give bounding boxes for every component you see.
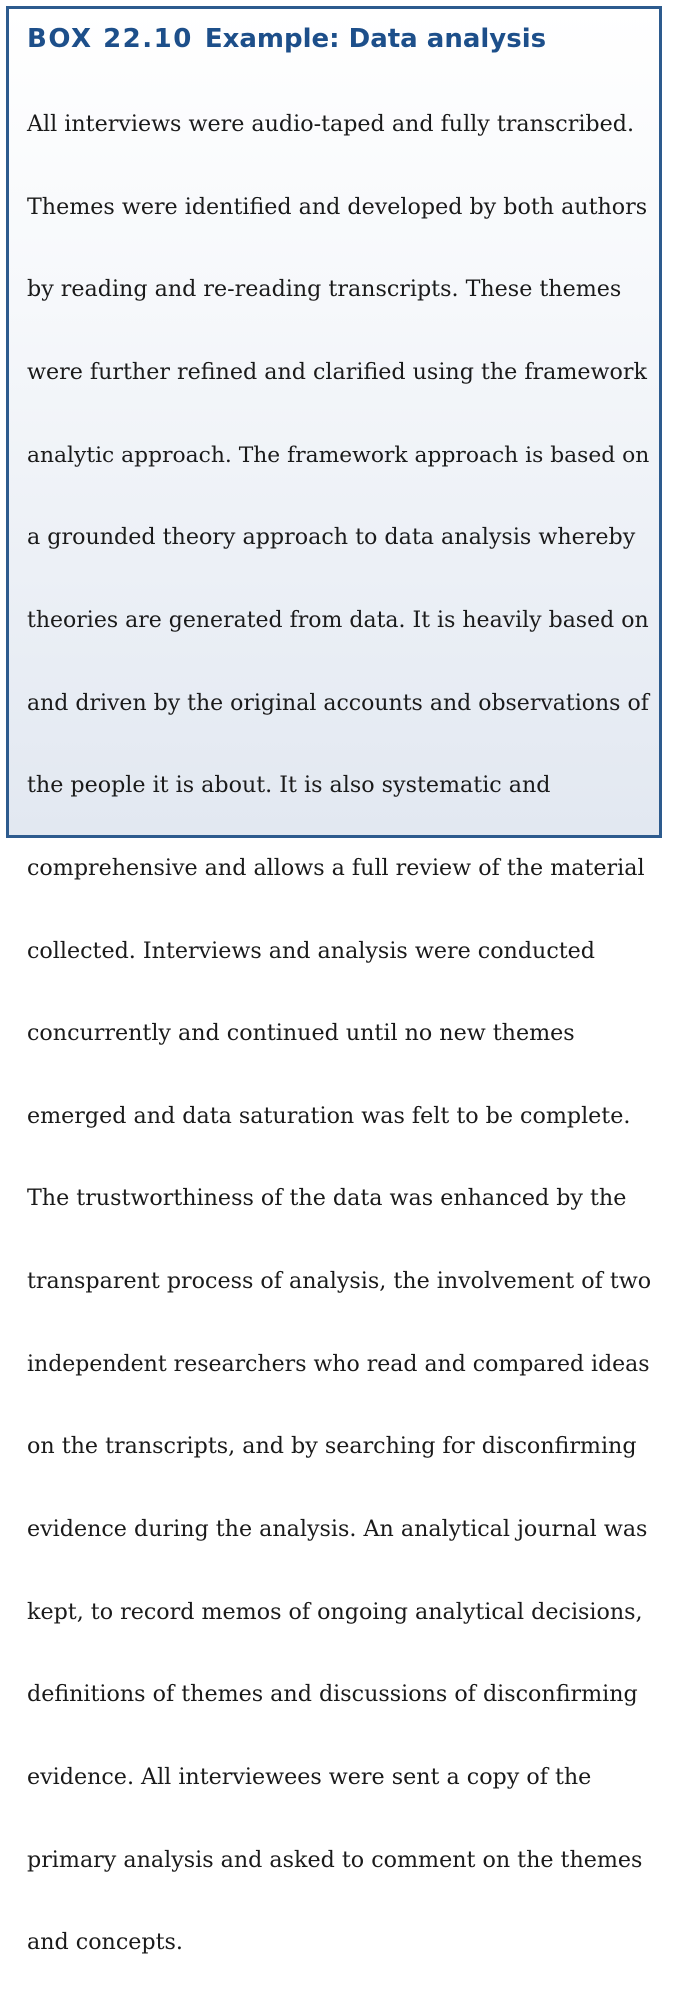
body-line: primary analysis and asked to comment on the themes	[27, 1846, 643, 1873]
body-line: kept, to record memos of ongoing analytical decisions,	[27, 1598, 643, 1625]
body-line: independent researchers who read and compared ideas	[27, 1351, 650, 1377]
body-line: and driven by the original accounts and observations of	[27, 690, 649, 716]
body-line: evidence during the analysis. An analytical journal was	[27, 1515, 648, 1542]
body-line: Themes were identified and developed by both authors	[27, 193, 648, 220]
box-title: Example: Data analysis	[204, 24, 547, 54]
body-line: transparent process of analysis, the involvement of two	[27, 1268, 652, 1295]
box-body-text	[27, 56, 653, 2012]
body-line: a grounded theory approach to data analysis whereby	[27, 524, 636, 551]
body-line: analytic approach. The framework approach is based on	[27, 442, 650, 468]
body-line: All interviews were audio-taped and fully transcribed.	[27, 111, 635, 138]
body-line: and concepts.	[27, 1929, 183, 1956]
body-line: comprehensive and allows a full review of the material	[27, 854, 645, 881]
body-line: were further refined and clarified using the framework	[27, 359, 647, 386]
body-line: evidence. All interviewees were sent a copy of the	[27, 1763, 592, 1790]
body-line: the people it is about. It is also systematic and	[27, 772, 551, 799]
body-line: definitions of themes and discussions of disconfirming	[27, 1681, 638, 1708]
body-line: The trustworthiness of the data was enhanced by the	[27, 1185, 627, 1212]
box-heading	[27, 23, 546, 55]
body-line: by reading and re-reading transcripts. These themes	[27, 276, 622, 303]
body-line: theories are generated from data. It is heavily based on	[27, 607, 649, 633]
example-box	[6, 6, 662, 1956]
body-line: on the transcripts, and by searching for disconfirming	[27, 1433, 637, 1460]
body-line: collected. Interviews and analysis were conducted	[27, 937, 596, 964]
body-line: concurrently and continued until no new themes	[27, 1020, 575, 1047]
box-number: BOX 22.10	[27, 24, 193, 54]
body-line: emerged and data saturation was felt to be complete.	[27, 1102, 631, 1129]
